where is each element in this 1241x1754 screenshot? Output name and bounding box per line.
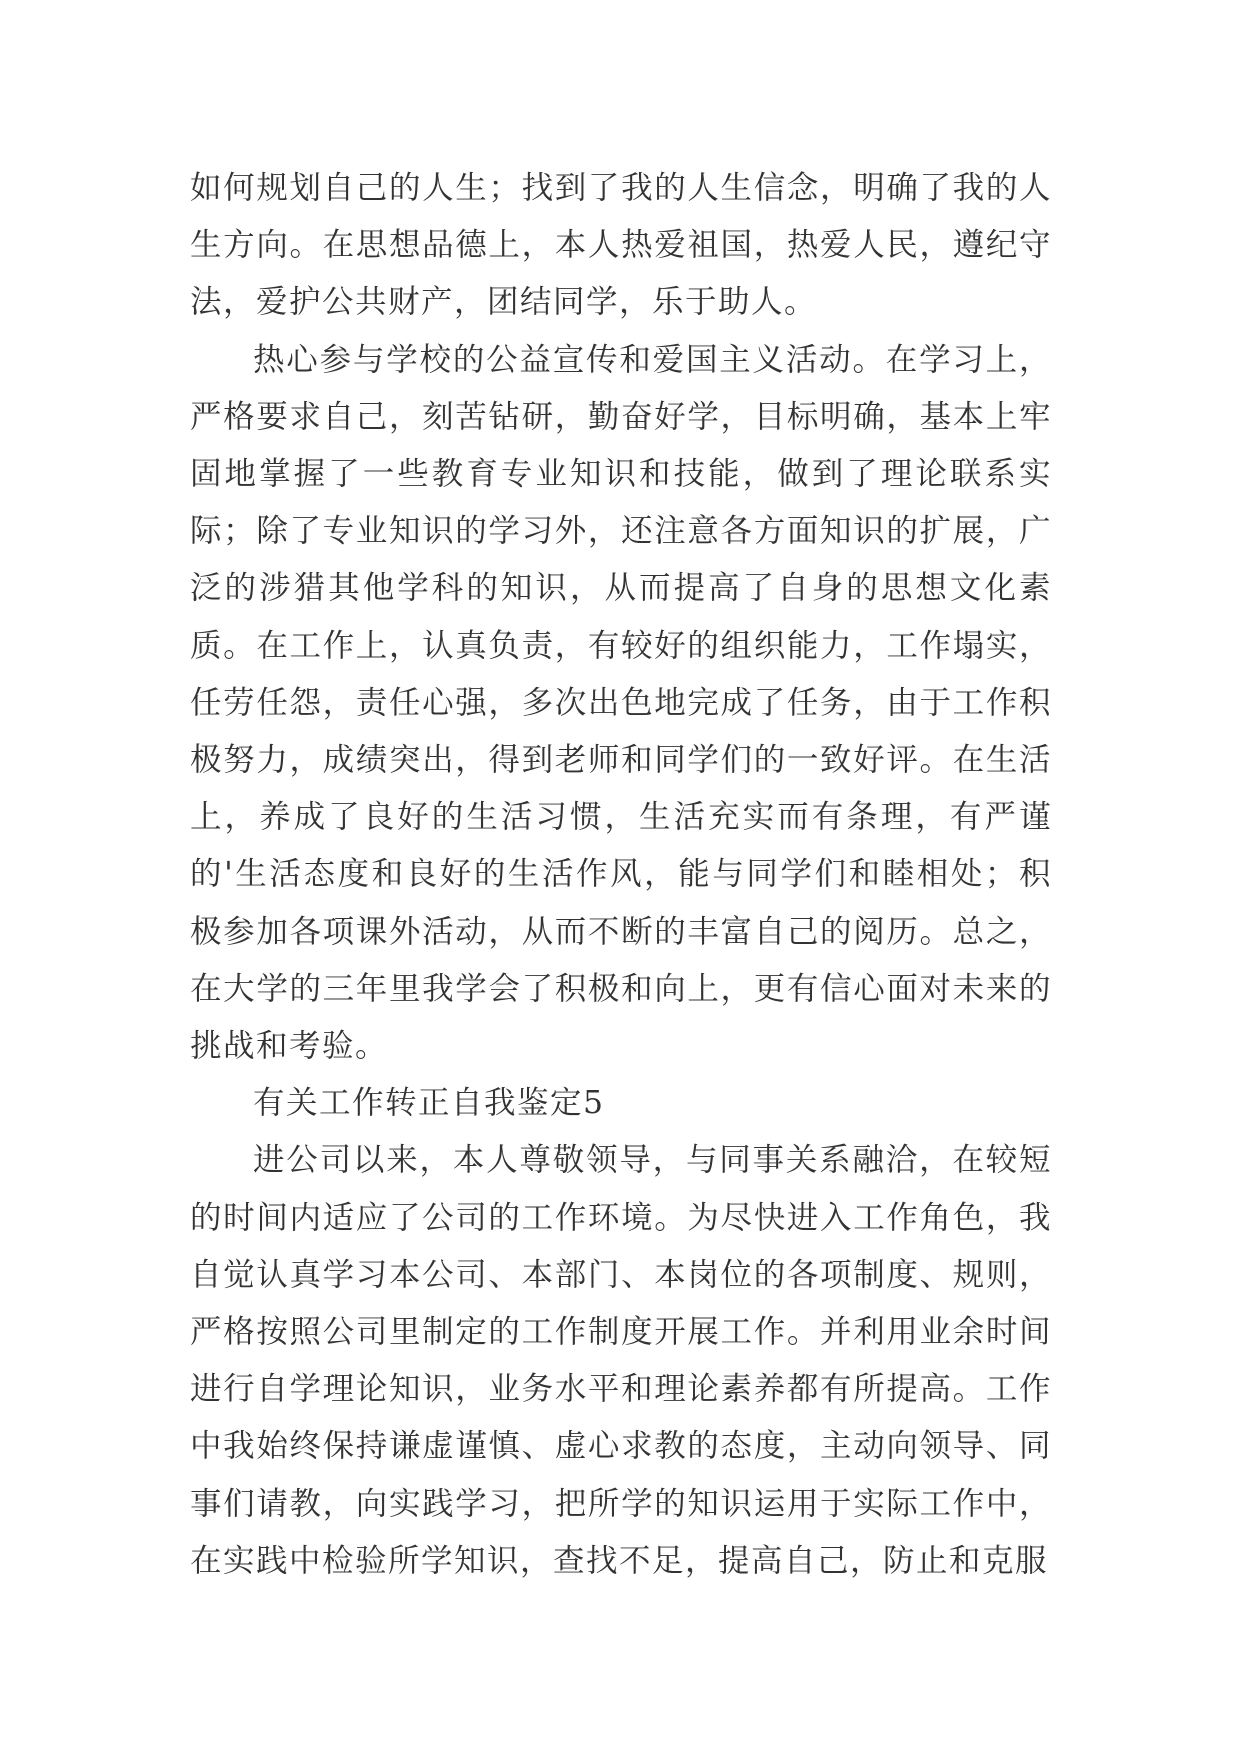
section-heading: 有关工作转正自我鉴定5	[253, 1085, 605, 1122]
paragraph-1: 如何规划自己的人生；找到了我的人生信念，明确了我的人生方向。在思想品德上，本人热爱祖国，热爱人民，遵纪守法，爱护公共财产，团结同学，乐于助人。	[190, 170, 1052, 321]
document-body	[190, 160, 1052, 1590]
paragraph-2: 热心参与学校的公益宣传和爱国主义活动。在学习上，严格要求自己，刻苦钻研，勤奋好学，目标明确，基本上牢固地掌握了一些教育专业知识和技能，做到了理论联系实际；除了专业知识的学习外，还注意各方面知识的扩展，广泛的涉猎其他学科的知识，从而提高了自身的思想文化素质。在工作上，认真负责，有较好的组织能力，工作塌实，任劳任怨，责任心强，多次出色地完成了任务，由于工作积极努力，成绩突出，得到老师和同学们的一致好评。在生活上，养成了良好的生活习惯，生活充实而有条理，有严谨的'生活态度和良好的生活作风，能与同学们和睦相处；积极参加各项课外活动，从而不断的丰富自己的阅历。总之，在大学的三年里我学会了积极和向上，更有信心面对未来的挑战和考验。	[190, 341, 1052, 1065]
paragraph-3: 进公司以来，本人尊敬领导，与同事关系融洽，在较短的时间内适应了公司的工作环境。为尽快进入工作角色，我自觉认真学习本公司、本部门、本岗位的各项制度、规则，严格按照公司里制定的工作制度开展工作。并利用业余时间进行自学理论知识，业务水平和理论素养都有所提高。工作中我始终保持谦虚谨慎、虚心求教的态度，主动向领导、同事们请教，向实践学习，把所学的知识运用于实际工作中，在实践中检验所学知识，查找不足，提高自己，防止和克服	[190, 1142, 1052, 1579]
